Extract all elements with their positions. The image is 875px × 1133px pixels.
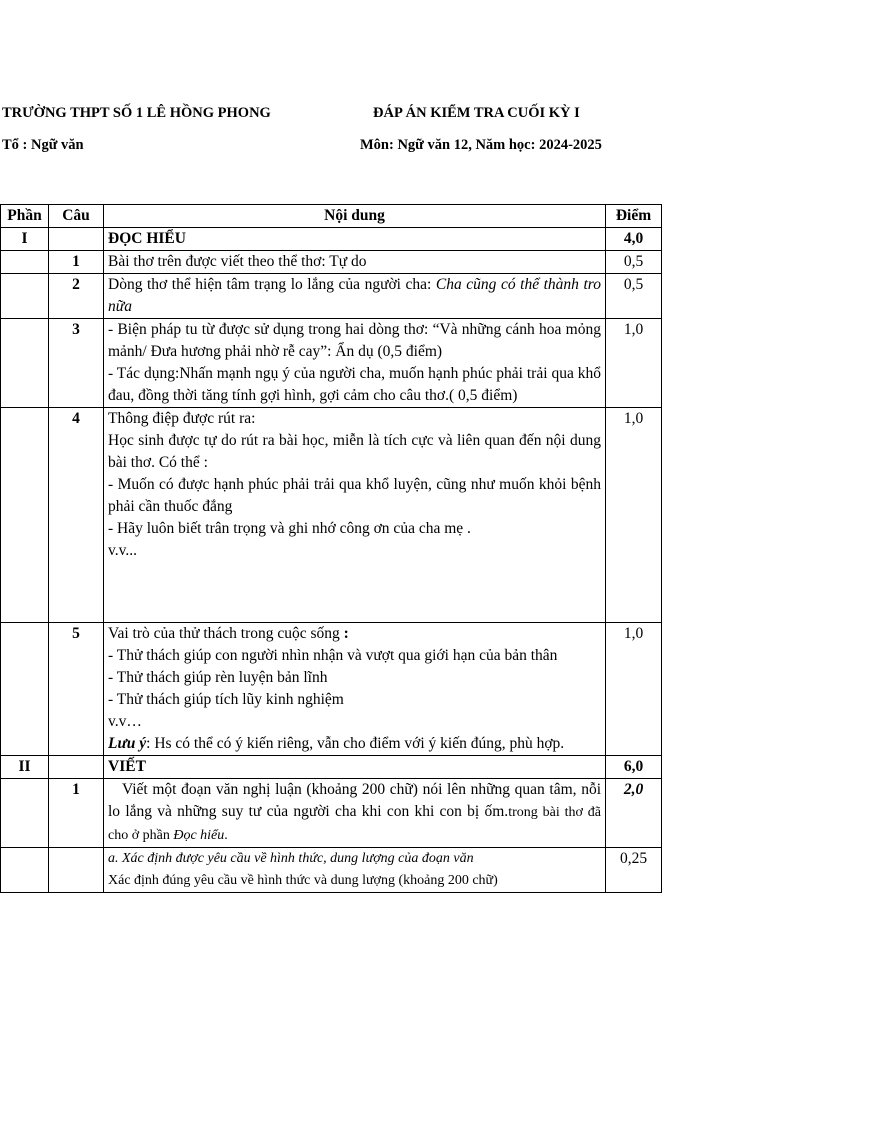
- table-row: [1, 319, 662, 408]
- section-part: II: [1, 756, 49, 779]
- subject-group: Tổ : Ngữ văn: [2, 137, 84, 153]
- table-row: [1, 779, 662, 848]
- empty-cell: [1, 319, 49, 408]
- answer-text: Dòng thơ thể hiện tâm trạng lo lắng của người cha:: [108, 276, 436, 293]
- answer-paragraph: v.v...: [108, 542, 137, 559]
- table-row: [1, 274, 662, 319]
- answer-paragraph: - Thử thách giúp tích lũy kinh nghiệm: [108, 691, 344, 708]
- question-number: 1: [49, 251, 104, 274]
- empty-cell: [1, 251, 49, 274]
- quoted-verse: Cha cũng có thể thành tro nữa: [108, 276, 601, 315]
- note-paragraph: [108, 733, 601, 755]
- empty-cell: [49, 756, 104, 779]
- empty-cell: [49, 848, 104, 893]
- subject-year: Môn: Ngữ văn 12, Năm học: 2024-2025: [360, 137, 602, 153]
- answer-paragraph: - Hãy luôn biết trân trọng và ghi nhớ công ơn của cha mẹ .: [108, 520, 471, 537]
- answer-paragraph: - Biện pháp tu từ được sử dụng trong hai dòng thơ: “Và những cánh hoa mỏng mảnh/ Đưa hương phải nhờ rễ cay”: Ẩn dụ (0,5 điểm): [108, 321, 601, 360]
- section-title: VIẾT: [104, 756, 606, 779]
- note-text: : Hs có thể có ý kiến riêng, vẫn cho điểm với ý kiến đúng, phù hợp.: [146, 735, 565, 752]
- table-row: [1, 408, 662, 623]
- section-score: 6,0: [606, 756, 662, 779]
- document-title: ĐÁP ÁN KIỂM TRA CUỐI KỲ I: [373, 105, 580, 121]
- table-row: [1, 251, 662, 274]
- answer-paragraph: Học sinh được tự do rút ra bài học, miễn là tích cực và liên quan đến nội dung bài thơ. Có thể :: [108, 432, 601, 471]
- answer-score: 1,0: [606, 408, 662, 623]
- empty-cell: [1, 274, 49, 319]
- criterion-title: a. Xác định được yêu cầu về hình thức, dung lượng của đoạn văn: [108, 851, 474, 866]
- header-score: Điểm: [606, 205, 662, 228]
- colon-mark: :: [343, 625, 349, 642]
- answer-text: Viết một đoạn văn nghị luận (khoảng 200 chữ) nói lên những quan tâm, nỗi lo lắng và những suy tư của người cha khi con khi con bị ốm.: [108, 781, 605, 820]
- answer-score: 1,0: [606, 319, 662, 408]
- question-number: 5: [49, 623, 104, 756]
- answer-content: [104, 848, 606, 893]
- section-score: 4,0: [606, 228, 662, 251]
- answer-paragraph: - Thử thách giúp rèn luyện bản lĩnh: [108, 669, 328, 686]
- question-number: 4: [49, 408, 104, 623]
- answer-paragraph: Thông điệp được rút ra:: [108, 410, 256, 427]
- question-number: 2: [49, 274, 104, 319]
- answer-content: [104, 779, 606, 848]
- period: .: [224, 828, 228, 843]
- header-part: Phần: [1, 205, 49, 228]
- question-number: 3: [49, 319, 104, 408]
- answer-text: Bài thơ trên được viết theo thể thơ: Tự do: [104, 251, 606, 274]
- empty-cell: [49, 228, 104, 251]
- empty-cell: [1, 779, 49, 848]
- table-row: [1, 623, 662, 756]
- answer-content: [104, 623, 606, 756]
- answer-score: 2,0: [606, 779, 662, 848]
- criterion-text: Xác định đúng yêu cầu về hình thức và dung lượng (khoảng 200 chữ): [108, 873, 498, 888]
- answer-score: 0,5: [606, 251, 662, 274]
- answer-text-small: trong bài thơ đã cho ở phần: [108, 805, 602, 843]
- empty-cell: [1, 848, 49, 893]
- answer-paragraph: v.v…: [108, 713, 142, 730]
- answer-score: 0,25: [606, 848, 662, 893]
- answer-score: 1,0: [606, 623, 662, 756]
- answer-content: [104, 408, 606, 623]
- answer-paragraph: - Tác dụng:Nhấn mạnh ngụ ý của người cha, muốn hạnh phúc phải trải qua khổ đau, đồng thời tăng tính gợi hình, gợi cảm cho câu thơ.( 0,5 điểm): [108, 365, 601, 404]
- header-question: Câu: [49, 205, 104, 228]
- answer-content: [104, 319, 606, 408]
- answer-content: [104, 274, 606, 319]
- empty-cell: [1, 623, 49, 756]
- answer-text: Vai trò của thử thách trong cuộc sống: [108, 625, 344, 642]
- table-row: [1, 848, 662, 893]
- header-content: Nội dung: [104, 205, 606, 228]
- table-header-row: [1, 205, 662, 228]
- note-label: Lưu ý: [108, 735, 147, 752]
- section-row: [1, 756, 662, 779]
- answer-score: 0,5: [606, 274, 662, 319]
- answer-paragraph: - Muốn có được hạnh phúc phải trải qua khổ luyện, cũng như muốn khỏi bệnh phải cần thuốc đắng: [108, 476, 601, 515]
- answer-paragraph: - Thử thách giúp con người nhìn nhận và vượt qua giới hạn của bản thân: [108, 647, 558, 664]
- empty-cell: [1, 408, 49, 623]
- section-part: I: [1, 228, 49, 251]
- answer-table: [0, 204, 662, 893]
- question-number: 1: [49, 779, 104, 848]
- section-title: ĐỌC HIỂU: [104, 228, 606, 251]
- school-name: TRƯỜNG THPT SỐ 1 LÊ HỒNG PHONG: [2, 105, 271, 121]
- section-row: [1, 228, 662, 251]
- section-reference: Đọc hiểu: [173, 828, 225, 843]
- answer-paragraph: [108, 623, 601, 645]
